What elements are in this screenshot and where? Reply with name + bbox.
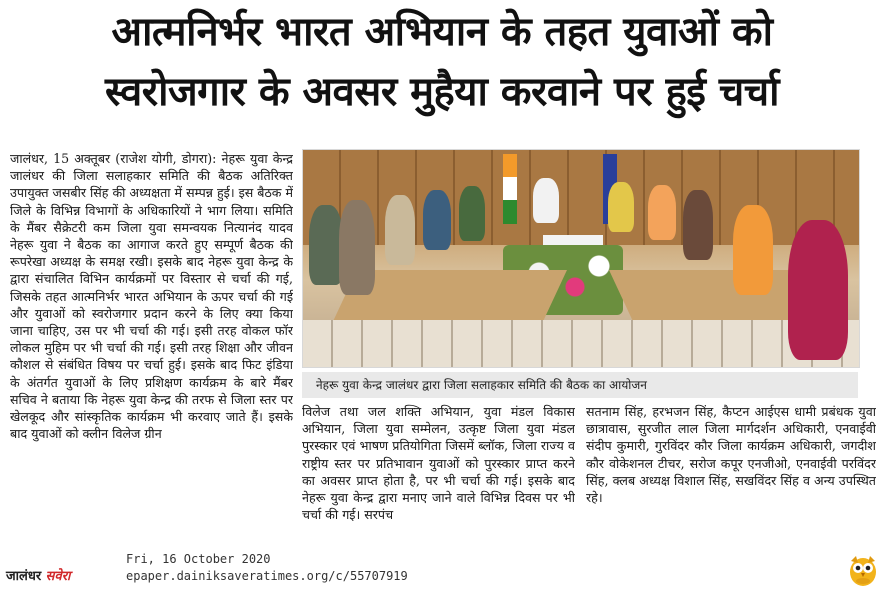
logo-accent-text: सवेरा — [45, 569, 71, 584]
photo-caption: नेहरू युवा केन्द्र जालंधर द्वारा जिला सलाहकार समिति की बैठक का आयोजन — [302, 372, 858, 398]
article-column-3 — [586, 403, 876, 545]
article-text-col3: सतनाम सिंह, हरभजन सिंह, कैप्टन आईएस धामी प्रबंधक युवा छात्रावास, सुरजीत लाल जिला मार्गदर्शन अधिकारी, एनवाईवी संदीप कुमारी, गुरविंदर कौर जिला कार्यक्रम अधिकारी, जगदीश कौर वोकेशनल टीचर, सरोज कपूर एनजीओ, एनवाईवी परविंदर सिंह, क्लब अध्यक्ष विशाल सिंह, सखविंदर सिंह व अन्य उपस्थित रहे। — [586, 404, 876, 506]
epaper-url[interactable]: epaper.dainiksaveratimes.org/c/55707919 — [126, 569, 408, 583]
india-flag-graphic — [503, 154, 517, 224]
headline-line-2: स्वरोजगार के अवसर मुहैया करवाने पर हुई चर्चा — [104, 69, 780, 115]
headline-line-1: आत्मनिर्भर भारत अभियान के तहत युवाओं को — [111, 9, 773, 55]
footer-info — [126, 551, 408, 585]
owl-icon — [848, 553, 878, 587]
article-column-2 — [302, 403, 575, 545]
article-text-col2: विलेज तथा जल शक्ति अभियान, युवा मंडल विकास अभियान, जिला युवा सम्मेलन, उत्कृष्ट जिला युवा मंडल पुरस्कार एवं भाषण प्रतियोगिता जिसमें ब्लॉक, जिला राज्य व राष्ट्रीय स्तर पर प्रतिभावान युवाओं को पुरस्कार प्राप्त करने का अवसर प्राप्त होता है, पर भी चर्चा की गई। इसके बाद नेहरू युवा केन्द्र द्वारा मनाए जाने वाले विभिन्न दिवस पर भी चर्चा की गई। सरपंच — [302, 404, 575, 523]
headline — [0, 2, 884, 122]
logo-main-text: जालंधर — [6, 569, 46, 584]
article-text-col1: जालंधर, 15 अक्तूबर (राजेश योगी, डोगरा): नेहरू युवा केन्द्र जालंधर की जिला सलाहकार समिति की बैठक अतिरिक्त उपायुक्त जसबीर सिंह की अध्यक्षता में सम्पन्न हुई। इस बैठक में जिले के विभिन्न विभागों के अधिकारियों ने भाग लिया। समिति के मैंबर सैक्रेटरी कम जिला युवा समन्वयक नित्यानंद यादव नेहरू युवा ने बैठक का आगाज करते हुए सम्पूर्ण बैठक की रूपरेखा अध्यक्ष के समक्ष रखी। इसके बाद नेहरू युवा केन्द्र के द्वारा संचालित विभिन कार्यक्रमों पर विस्तार से चर्चा की गई, जिसके तहत आत्मनिर्भर भारत अभियान के ऊपर चर्चा की गई और युवाओं को स्वरोजगार प्रदान करने के लिए क्या किया जाना चाहिए, उस पर भी चर्चा की गई। इसी तरह वोकल फॉर लोकल मुहिम पर भी चर्चा की गई। इसी तरह शिक्षा और जीवन कौशल से संबंधित विषय पर चर्चा हुई। इसके बाद फिट इंडिया के अंतर्गत युवाओं के लिए प्रशिक्षण कार्यक्रम के बारे मैंबर सचिव ने बताया कि नेहरू युवा केन्द्र की तरफ से जिला स्तर पर खेलकूद और सांस्कृतिक कार्यक्रम भी करवाए जाते हैं। इसके बाद युवाओं को क्लीन विलेज ग्रीन — [10, 151, 293, 442]
edition-date: Fri, 16 October 2020 — [126, 552, 271, 566]
newspaper-logo — [6, 566, 70, 584]
article-column-1 — [10, 150, 293, 545]
meeting-photo — [302, 149, 860, 368]
